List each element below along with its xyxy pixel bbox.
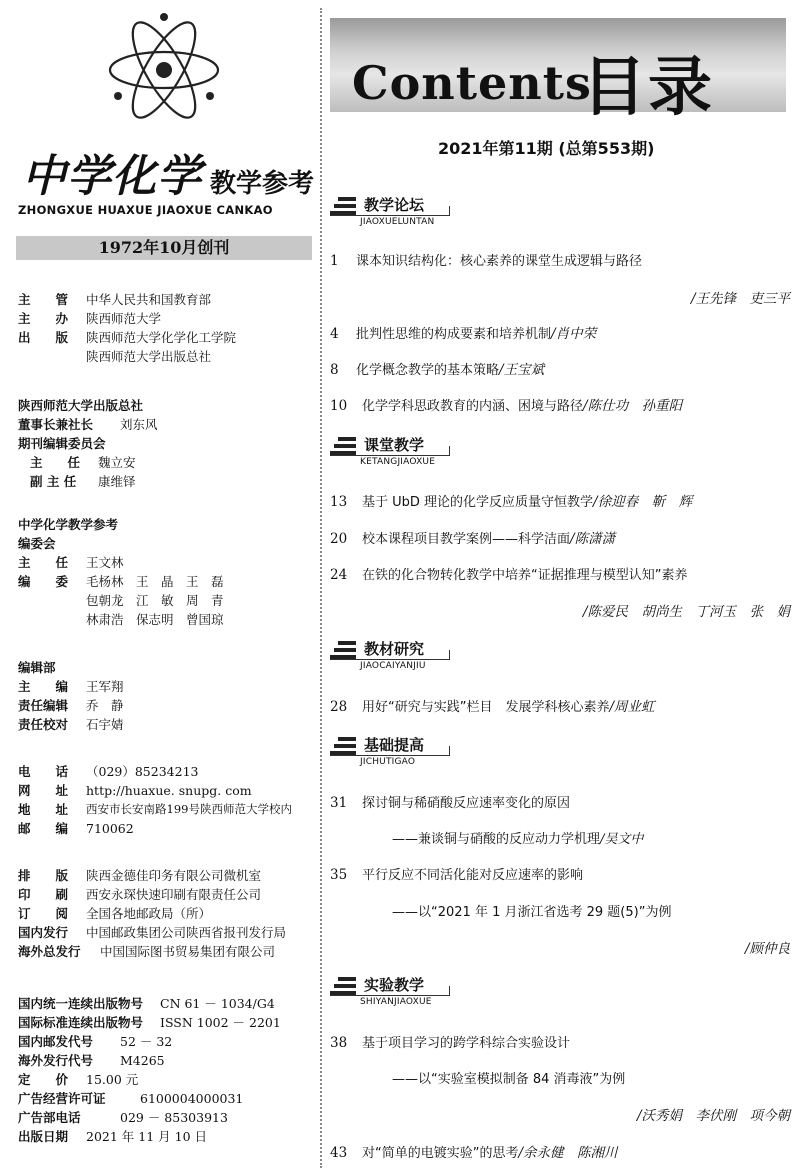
toc-entry[interactable]: 10 化学学科思政教育的内涵、困境与路径/陈仕功 孙重阳 [330,398,683,414]
founded-banner: 1972年10月创刊 [16,236,312,260]
contact-info: 电 话 （029）85234213 网 址 http://huaxue. snupg. com 地 址 西安市长安南路199号陕西师范大学校内 邮 编 710062 [18,764,292,836]
contents-column [326,0,796,1174]
toc-author: /沃秀娟 李伏刚 项今朝 [636,1108,790,1124]
section-header: 基础提高 JICHUTIGAO [330,736,450,770]
toc-subtitle: ——以“2021 年 1 月浙江省选考 29 题(5)”为例 [392,905,672,920]
toc-entry[interactable]: 31 探讨铜与稀硝酸反应速率变化的原因 [330,795,571,811]
atom-logo [104,10,224,130]
press-info: 陕西师范大学出版总社 董事长兼社长 刘东风 期刊编辑委员会 主 任 魏立安 副 主 任 康维铎 [18,398,158,489]
toc-entry[interactable]: 38 基于项目学习的跨学科综合实验设计 [330,1035,571,1051]
toc-entry[interactable]: 13 基于 UbD 理论的化学反应质量守恒教学/徐迎春 靳 辉 [330,494,693,510]
toc-author: /陈爱民 胡尚生 丁河玉 张 娟 [582,604,790,620]
issue-number: 2021年第11期 (总第553期) [438,139,655,158]
section-header: 教学论坛 JIAOXUELUNTAN [330,196,450,230]
editorial-info: 中学化学教学参考 编委会 主 任 王文林 编 委 毛杨林 王 晶 王 磊 包朝龙 江 敏 周 青 林肃浩 保志明 曾国琼 [18,517,224,627]
toc-entry[interactable]: 8 化学概念教学的基本策略/王宝斌 [330,362,545,378]
section-header: 课堂教学 KETANGJIAOXUE [330,436,450,470]
website-link[interactable]: http://huaxue. snupg. com [86,783,252,798]
toc-entry[interactable]: 24 在铁的化合物转化教学中培养“证据推理与模型认知”素养 [330,567,688,583]
toc-author: /顾仲良 [744,941,790,957]
print-info: 排 版 陕西金德佳印务有限公司微机室 印 刷 西安永琛快速印刷有限责任公司 订 阅 全国各地邮政局（所） 国内发行 中国邮政集团公司陕西省报刊发行局 海外总发行 中国国际图书贸易集团有限公司 [18,868,287,959]
section-header: 教材研究 JIAOCAIYANJIU [330,640,450,674]
section-header: 实验教学 SHIYANJIAOXUE [330,976,450,1010]
toc-subtitle: ——以“实验室模拟制备 84 消毒液”为例 [392,1072,626,1087]
toc-entry[interactable]: 4 批判性思维的构成要素和培养机制/肖中荣 [330,326,597,342]
toc-entry[interactable]: 43 对“简单的电镀实验”的思考/余永健 陈湘川 [330,1145,618,1161]
contents-title-cn: 目录 [582,51,714,125]
journal-title-cn [22,140,315,202]
contents-title-en: Contents [352,56,592,110]
toc-entry[interactable]: 35 平行反应不同活化能对反应速率的影响 [330,867,584,883]
publisher-info: 主 管 中华人民共和国教育部 主 办 陕西师范大学 出 版 陕西师范大学化学化工学院 陕西师范大学出版总社 [18,292,237,364]
dept-info: 编辑部 主 编 王军翔 责任编辑 乔 静 责任校对 石宇婧 [18,660,124,732]
section-stripes-icon [330,197,356,217]
toc-entry[interactable]: 20 校本课程项目教学案例——科学洁面/陈潇潇 [330,531,616,547]
toc-entry[interactable]: 1 课本知识结构化：核心素养的课堂生成逻辑与路径 [330,253,643,269]
contents-banner [330,18,786,125]
toc-subtitle: ——兼谈铜与硝酸的反应动力学机理/吴文中 [392,832,644,847]
masthead-column [0,0,318,1174]
section-stripes-icon [330,977,356,997]
section-stripes-icon [330,641,356,661]
journal-title-main: 中学化学 [22,151,202,202]
column-divider [320,8,322,1168]
number-info: 国内统一连续出版物号 CN 61 － 1034/G4 国际标准连续出版物号 ISSN 1002 － 2201 国内邮发代号 52 － 32 海外发行代号 M4265 定 价 15.00 元 广告经营许可证 6100004000031 广告部电话 029 － 85303913 出版日期 2021 年 11 月 10 日 [18,996,281,1144]
toc-entry[interactable]: 28 用好“研究与实践”栏目 发展学科核心素养/周业虹 [330,699,655,715]
toc-author: /王先锋 吏三平 [690,291,790,307]
journal-title-sub: 教学参考 [210,169,315,199]
section-stripes-icon [330,737,356,757]
section-stripes-icon [330,437,356,457]
journal-title-en: ZHONGXUE HUAXUE JIAOXUE CANKAO [18,203,273,217]
